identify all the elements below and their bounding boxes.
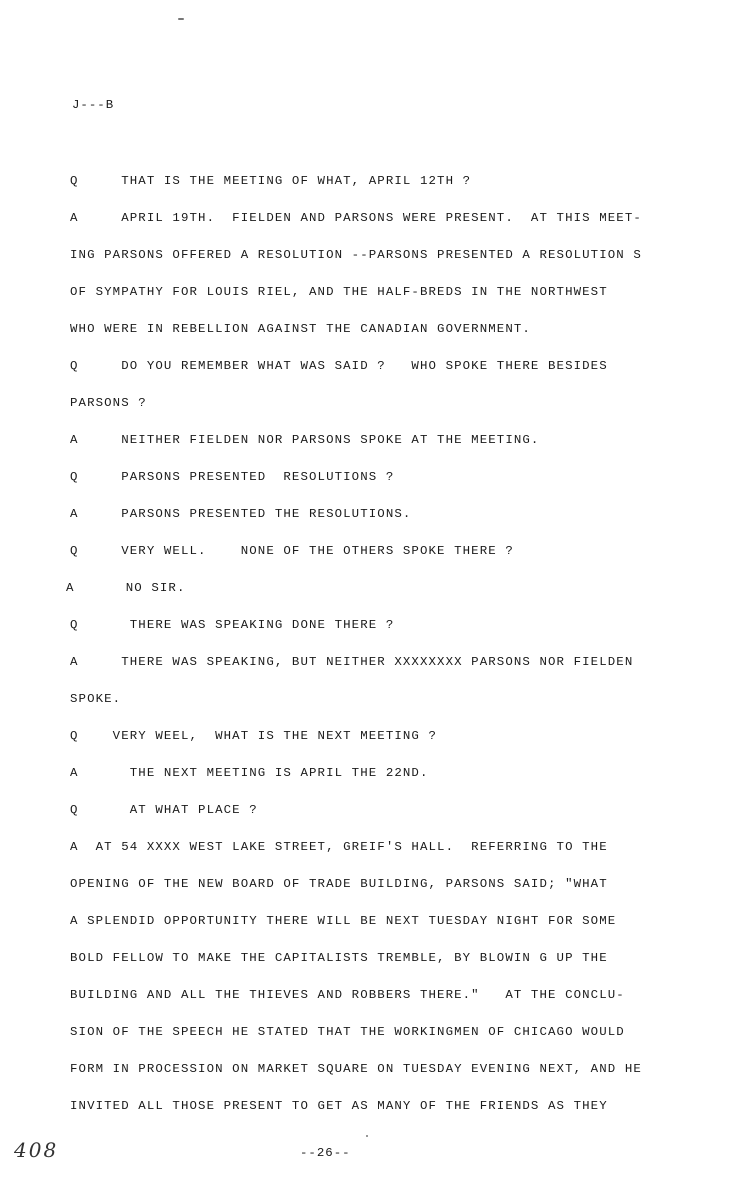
- transcript-line: A NEITHER FIELDEN NOR PARSONS SPOKE AT THE MEETING.: [70, 433, 540, 447]
- transcript-line: A AT 54 XXXX WEST LAKE STREET, GREIF'S HALL. REFERRING TO THE: [70, 840, 608, 854]
- transcript-line: PARSONS ?: [70, 396, 147, 410]
- transcript-line: BUILDING AND ALL THE THIEVES AND ROBBERS THERE." AT THE CONCLU-: [70, 988, 625, 1002]
- transcript-line: Q VERY WEEL, WHAT IS THE NEXT MEETING ?: [70, 729, 438, 743]
- transcript-line: BOLD FELLOW TO MAKE THE CAPITALISTS TREMBLE, BY BLOWIN G UP THE: [70, 951, 608, 965]
- transcript-line: Q THAT IS THE MEETING OF WHAT, APRIL 12TH ?: [70, 174, 472, 188]
- paper-speck: [366, 1135, 368, 1137]
- transcript-line: Q VERY WELL. NONE OF THE OTHERS SPOKE THERE ?: [70, 544, 514, 558]
- paper-speck: [178, 18, 184, 20]
- transcript-line: A THE NEXT MEETING IS APRIL THE 22ND.: [70, 766, 429, 780]
- transcript-line: SPOKE.: [70, 692, 122, 706]
- transcript-line: WHO WERE IN REBELLION AGAINST THE CANADIAN GOVERNMENT.: [70, 322, 531, 336]
- document-header: J---B: [72, 98, 115, 112]
- transcript-line: OPENING OF THE NEW BOARD OF TRADE BUILDING, PARSONS SAID; "WHAT: [70, 877, 608, 891]
- handwritten-margin-note: 408: [14, 1138, 59, 1162]
- transcript-line: Q THERE WAS SPEAKING DONE THERE ?: [70, 618, 395, 632]
- transcript-line: ING PARSONS OFFERED A RESOLUTION --PARSONS PRESENTED A RESOLUTION S: [70, 248, 642, 262]
- transcript-line: FORM IN PROCESSION ON MARKET SQUARE ON TUESDAY EVENING NEXT, AND HE: [70, 1062, 642, 1076]
- transcript-line: Q DO YOU REMEMBER WHAT WAS SAID ? WHO SPOKE THERE BESIDES: [70, 359, 608, 373]
- transcript-line: A PARSONS PRESENTED THE RESOLUTIONS.: [70, 507, 412, 521]
- transcript-line: Q AT WHAT PLACE ?: [70, 803, 258, 817]
- transcript-line: INVITED ALL THOSE PRESENT TO GET AS MANY OF THE FRIENDS AS THEY: [70, 1099, 608, 1113]
- transcript-line: OF SYMPATHY FOR LOUIS RIEL, AND THE HALF-BREDS IN THE NORTHWEST: [70, 285, 608, 299]
- transcript-line: Q PARSONS PRESENTED RESOLUTIONS ?: [70, 470, 395, 484]
- transcript-line: A NO SIR.: [66, 581, 186, 595]
- page-number: --26--: [300, 1146, 351, 1160]
- transcript-line: SION OF THE SPEECH HE STATED THAT THE WORKINGMEN OF CHICAGO WOULD: [70, 1025, 625, 1039]
- transcript-line: A THERE WAS SPEAKING, BUT NEITHER XXXXXXXX PARSONS NOR FIELDEN: [70, 655, 634, 669]
- transcript-line: A APRIL 19TH. FIELDEN AND PARSONS WERE PRESENT. AT THIS MEET-: [70, 211, 642, 225]
- transcript-line: A SPLENDID OPPORTUNITY THERE WILL BE NEXT TUESDAY NIGHT FOR SOME: [70, 914, 617, 928]
